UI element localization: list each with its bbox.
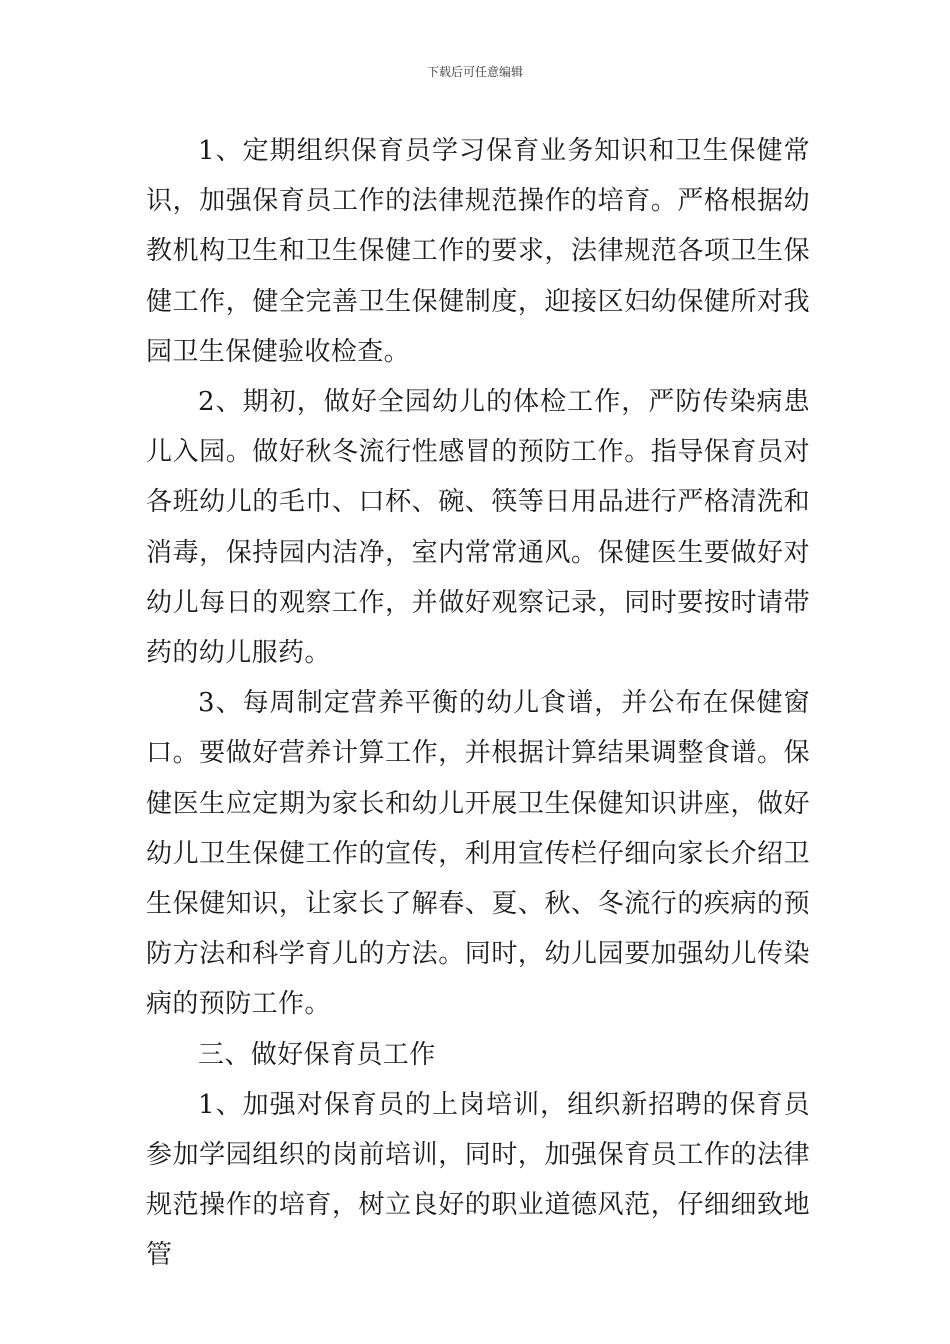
paragraph-nutrition-menu: 3、每周制定营养平衡的幼儿食谱，并公布在保健窗口。要做好营养计算工作，并根据计算结果调整食谱。保健医生应定期为家长和幼儿开展卫生保健知识讲座，做好幼儿卫生保健工作的宣传，利用宣传栏仔细向家长介绍卫生保健知识，让家长了解春、夏、秋、冬流行的疾病的预防方法和科学育儿的方法。同时，幼儿园要加强幼儿传染病的预防工作。 [146, 688, 810, 1020]
section-heading-caregiver-work: 三、做好保育员工作 [198, 1039, 436, 1070]
document-body [146, 126, 810, 1281]
page-header-note: 下载后可任意编辑 [426, 65, 523, 79]
paragraph-hygiene-training: 1、定期组织保育员学习保育业务知识和卫生保健常识，加强保育员工作的法律规范操作的培育。严格根据幼教机构卫生和卫生保健工作的要求，法律规范各项卫生保健工作，健全完善卫生保健制度，迎接区妇幼保健所对我园卫生保健验收检查。 [146, 136, 810, 367]
paragraph-health-checkup: 2、期初，做好全园幼儿的体检工作，严防传染病患儿入园。做好秋冬流行性感冒的预防工作。指导保育员对各班幼儿的毛巾、口杯、碗、筷等日用品进行严格清洗和消毒，保持园内洁净，室内常常通风。保健医生要做好对幼儿每日的观察工作，并做好观察记录，同时要按时请带药的幼儿服药。 [146, 387, 810, 669]
paragraph-caregiver-training: 1、加强对保育员的上岗培训，组织新招聘的保育员参加学园组织的岗前培训，同时，加强保育员工作的法律规范操作的培育，树立良好的职业道德风范，仔细细致地管 [146, 1089, 810, 1271]
